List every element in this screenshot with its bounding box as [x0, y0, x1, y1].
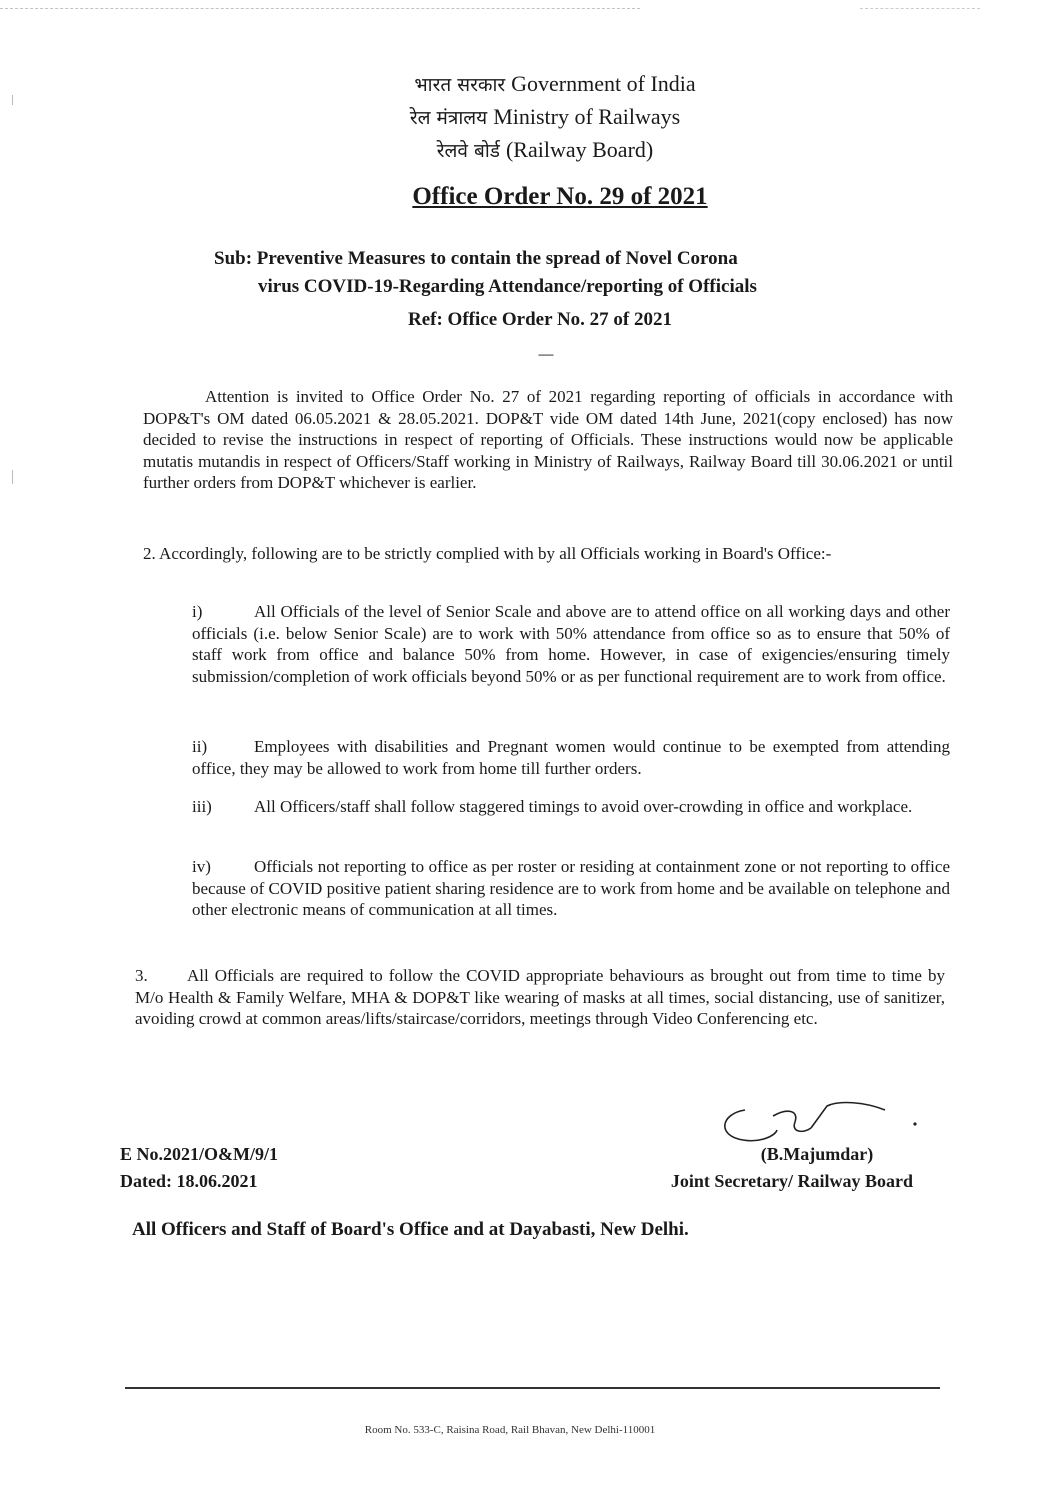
signatory-title: Joint Secretary/ Railway Board: [670, 1171, 914, 1191]
letterhead-english-government: Government of India: [511, 71, 696, 96]
list-item-number: iv): [192, 857, 211, 876]
date: Dated: 18.06.2021: [120, 1171, 258, 1191]
paragraph-2: 2. Accordingly, following are to be strictly complied with by all Officials working in Board's Office:-: [143, 544, 832, 563]
list-item: [192, 601, 950, 687]
paragraph-3: [135, 965, 945, 1030]
file-reference: [120, 1141, 278, 1195]
letterhead: [0, 68, 1060, 167]
footer-divider: [125, 1387, 940, 1389]
scan-artifact-top-right: [860, 8, 980, 11]
subject-line-1: Sub: Preventive Measures to contain the spread of Novel Corona: [214, 248, 738, 269]
signatory-block: [632, 1141, 952, 1195]
subject-line-2: virus COVID-19-Regarding Attendance/reporting of Officials: [258, 276, 757, 297]
list-item-text: All Officers/staff shall follow staggered timings to avoid over-crowding in office and workplace.: [254, 797, 913, 816]
list-item: [192, 796, 950, 818]
order-title: Office Order No. 29 of 2021: [412, 183, 708, 210]
signature-image: [715, 1088, 935, 1148]
letterhead-english-board: (Railway Board): [505, 137, 654, 162]
paragraph-3-text: All Officials are required to follow the COVID appropriate behaviours as brought out from time to time by M/o Health & Family Welfare, MHA & DOP&T like wearing of masks at all times, social distancing, use of sanitizer, avoiding crowd at common areas/lifts/staircase/corridors, meetings through Video Conferencing etc.: [135, 966, 945, 1028]
letterhead-line-government: [0, 68, 1060, 101]
separator: -----: [538, 347, 553, 361]
paragraph-1: Attention is invited to Office Order No. 27 of 2021 regarding reporting of officials in accordance with DOP&T's OM dated 06.05.2021 & 28.05.2021. DOP&T vide OM dated 14th June, 2021(copy enclosed) has now decided to revise the instructions in respect of reporting of Officials. These instructions would now be applicable mutatis mutandis in respect of Officers/Staff working in Ministry of Railways, Railway Board till 30.06.2021 or until further orders from DOP&T whichever is earlier.: [143, 387, 953, 492]
list-item: [192, 856, 950, 921]
recipients: All Officers and Staff of Board's Office and at Dayabasti, New Delhi.: [132, 1219, 689, 1240]
list-item-text: Employees with disabilities and Pregnant women would continue to be exempted from attending office, they may be allowed to work from home till further orders.: [192, 737, 950, 778]
letterhead-english-ministry: Ministry of Railways: [493, 104, 681, 129]
list-item-number: iii): [192, 797, 212, 816]
file-number: E No.2021/O&M/9/1: [120, 1144, 278, 1164]
subject: [214, 245, 914, 301]
list-item-number: i): [192, 602, 203, 621]
list-item-text: All Officials of the level of Senior Scale and above are to attend office on all working days and other officials (i.e. below Senior Scale) are to work with 50% attendance from office so as to ensure that 50% of staff work from office and balance 50% from home. However, in case of exigencies/ensuring timely submission/completion of work officials beyond 50% or as per functional requirement are to work from office.: [192, 602, 950, 686]
scan-artifact-mark: [12, 470, 13, 484]
list-item-text: Officials not reporting to office as per roster or residing at containment zone or not reporting to office because of COVID positive patient sharing residence are to work from home and be available on telephone and other electronic means of communication at all times.: [192, 857, 950, 919]
letterhead-line-ministry: [0, 101, 1060, 134]
footer-address: Room No. 533-C, Raisina Road, Rail Bhavan, New Delhi-110001: [364, 1424, 656, 1436]
letterhead-hindi-ministry: रेल मंत्रालय: [409, 107, 488, 129]
list-item: [192, 736, 950, 779]
scan-artifact-top: [0, 8, 640, 11]
letterhead-line-board: [0, 134, 1060, 167]
letterhead-hindi-government: भारत सरकार: [414, 74, 506, 96]
letterhead-hindi-board: रेलवे बोर्ड: [436, 140, 500, 162]
paragraph-3-number: 3.: [135, 966, 148, 985]
reference: Ref: Office Order No. 27 of 2021: [408, 309, 672, 330]
list-item-number: ii): [192, 737, 208, 756]
signatory-name: (B.Majumdar): [760, 1144, 874, 1164]
